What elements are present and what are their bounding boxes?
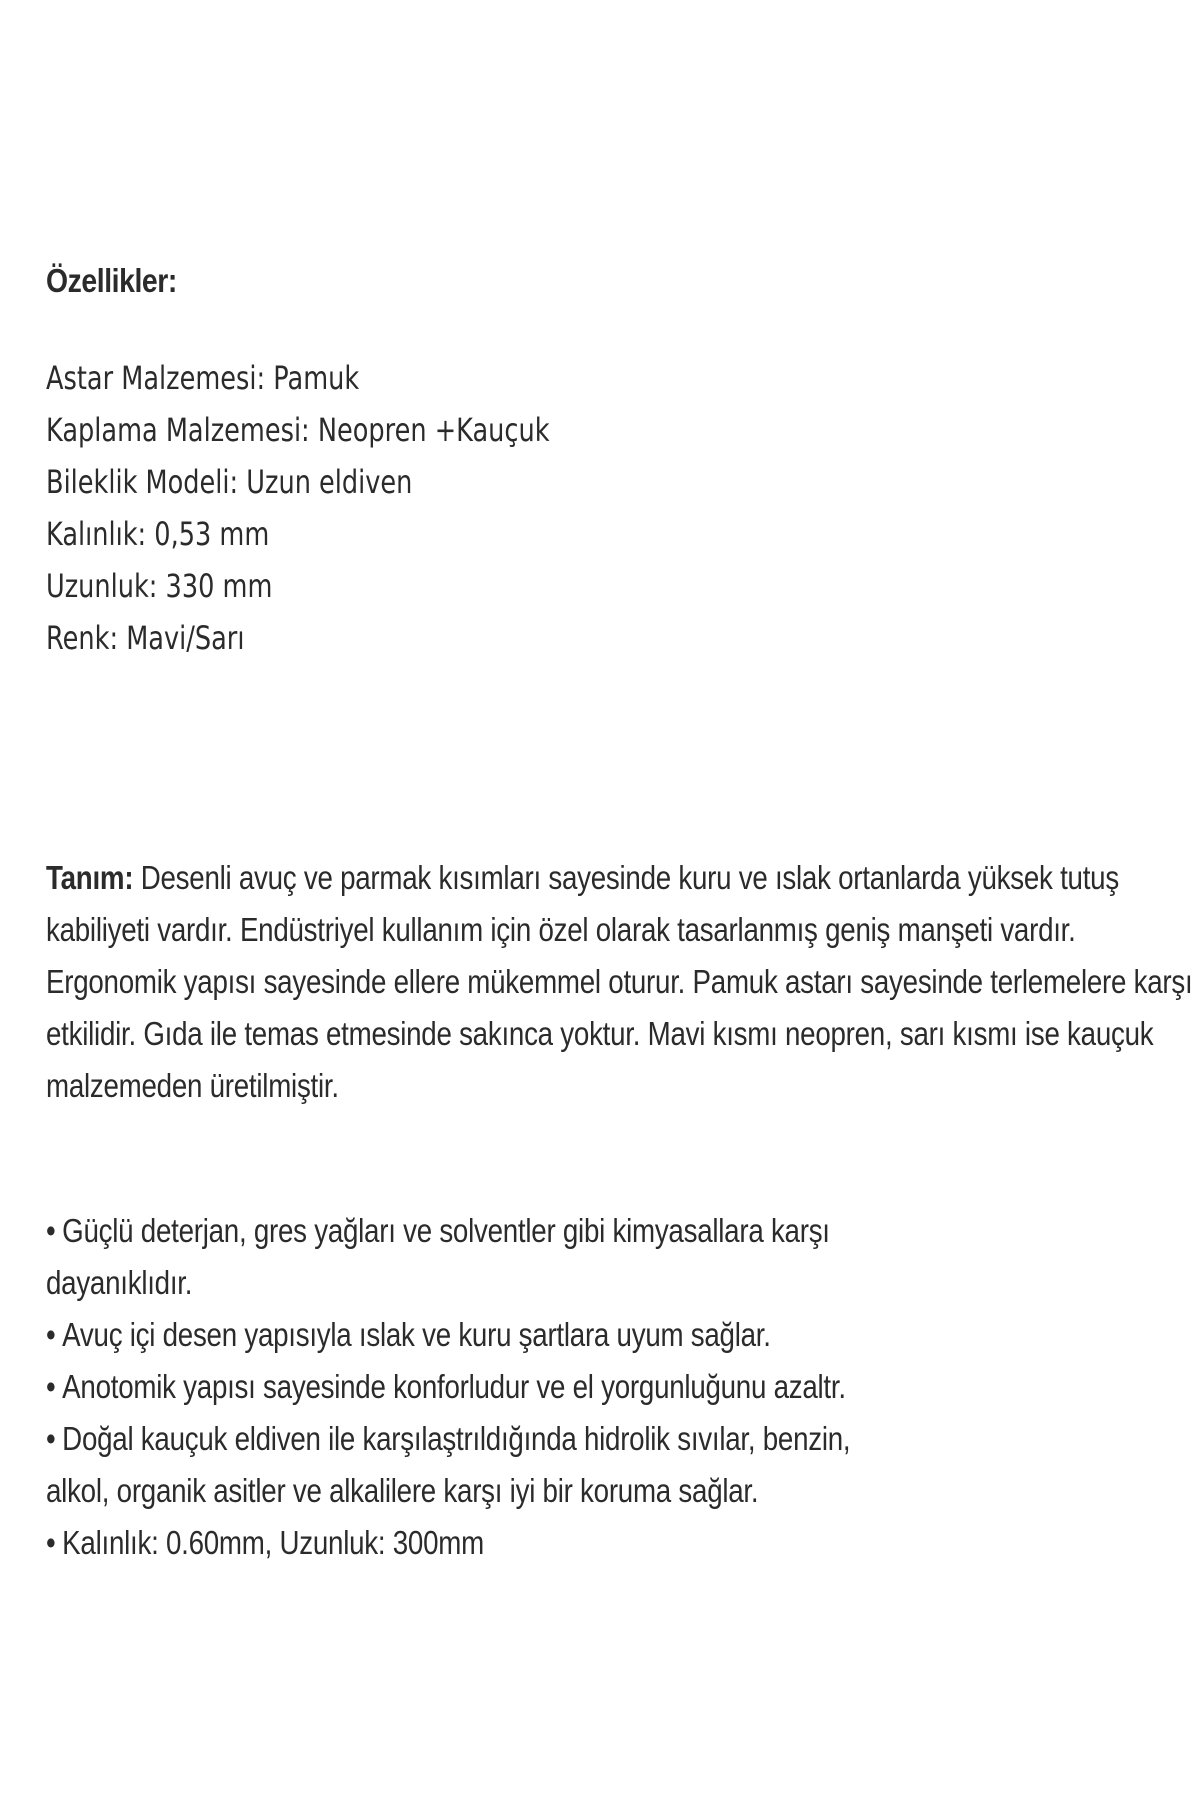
description-label: Tanım: [46,859,134,896]
benefit-chemical-resistance [46,1205,850,1257]
description-paragraph [46,852,1200,1112]
features-list [46,352,550,664]
description-line [46,852,1200,904]
benefit-text: Doğal kauçuk eldiven ile karşılaştrıldığında hidrolik sıvılar, benzin, [62,1420,851,1457]
feature-thickness: Kalınlık: 0,53 mm [46,515,270,553]
feature-cuff-model: Bileklik Modeli: Uzun eldiven [46,463,413,501]
benefit-anatomic-comfort [46,1361,850,1413]
benefit-protection [46,1413,850,1465]
benefit-palm-pattern [46,1309,850,1361]
benefits-list [46,1205,850,1569]
feature-color: Renk: Mavi/Sarı [46,619,245,657]
benefit-dimensions [46,1517,850,1569]
benefit-text: Anotomik yapısı sayesinde konforludur ve el yorgunluğunu azaltr. [62,1368,846,1405]
benefit-protection-cont: alkol, organik asitler ve alkalilere karşı iyi bir koruma sağlar. [46,1472,759,1509]
bullet-icon: • [46,1212,56,1249]
benefit-chemical-resistance-cont: dayanıklıdır. [46,1264,193,1301]
features-heading: Özellikler: [46,262,177,299]
benefit-text: Kalınlık: 0.60mm, Uzunluk: 300mm [62,1524,484,1561]
benefit-text: Avuç içi desen yapısıyla ıslak ve kuru şartlara uyum sağlar. [62,1316,771,1353]
bullet-icon: • [46,1420,56,1457]
description-line: etkilidir. Gıda ile temas etmesinde sakınca yoktur. Mavi kısmı neopren, sarı kısmı ise kauçuk [46,1015,1154,1052]
bullet-icon: • [46,1368,56,1405]
feature-lining-material: Astar Malzemesi: Pamuk [46,359,360,397]
description-line: kabiliyeti vardır. Endüstriyel kullanım için özel olarak tasarlanmış geniş manşeti vardır. [46,911,1076,948]
description-text: Desenli avuç ve parmak kısımları sayesinde kuru ve ıslak ortanlarda yüksek tutuş [133,859,1119,896]
description-line: malzemeden üretilmiştir. [46,1067,339,1104]
description-line: Ergonomik yapısı sayesinde ellere mükemmel oturur. Pamuk astarı sayesinde terlemelere karşı [46,963,1193,1000]
bullet-icon: • [46,1316,56,1353]
feature-length: Uzunluk: 330 mm [46,567,273,605]
bullet-icon: • [46,1524,56,1561]
feature-coating-material: Kaplama Malzemesi: Neopren +Kauçuk [46,411,550,449]
benefit-text: Güçlü deterjan, gres yağları ve solventler gibi kimyasallara karşı [62,1212,830,1249]
